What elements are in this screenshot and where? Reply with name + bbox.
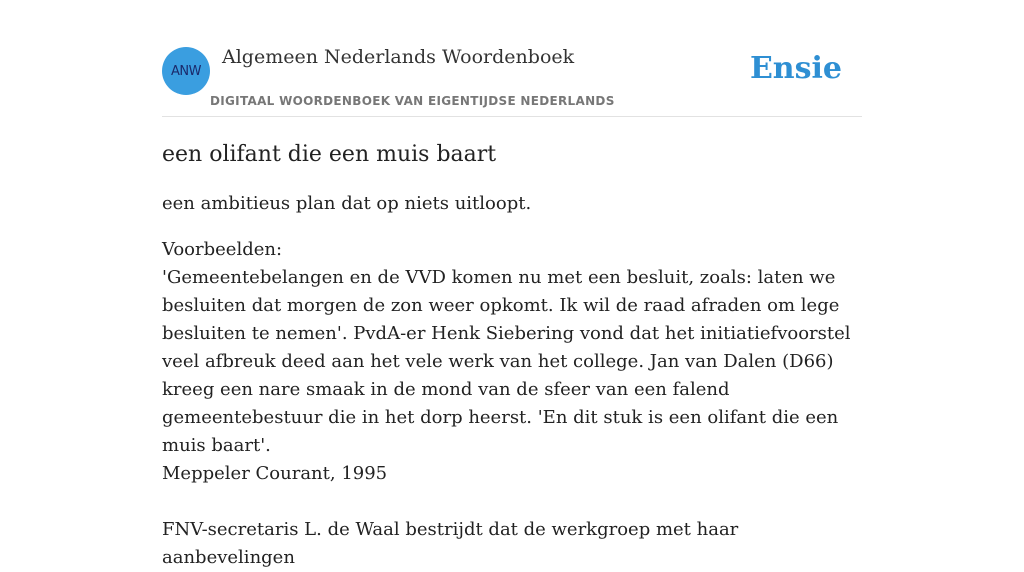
example-text: FNV-secretaris L. de Waal bestrijdt dat de werkgroep met haar aanbevelingen bbox=[162, 519, 739, 568]
logo-text: ANW bbox=[171, 63, 201, 79]
example-spacer bbox=[162, 488, 862, 516]
entry-term: een olifant die een muis baart bbox=[162, 142, 497, 167]
anw-logo[interactable] bbox=[162, 47, 210, 95]
site-header bbox=[162, 0, 862, 117]
example-text: 'Gemeentebelangen en de VVD komen nu met een besluit, zoals: laten we besluiten dat morgen de zon weer opkomt. Ik wil de raad afraden om lege besluiten te nemen'. PvdA-er Henk Siebering vond dat het initiatiefvoorstel veel afbreuk deed aan het vele werk van het college. Jan van Dalen (D66) kreeg een nare smaak in de mond van de sfeer van een falend gemeentebestuur die in het dorp heerst. 'En dit stuk is een olifant die een muis baart'. bbox=[162, 267, 851, 456]
site-subtitle: DIGITAAL WOORDENBOEK VAN EIGENTIJDSE NEDERLANDS bbox=[210, 94, 615, 108]
site-title[interactable]: Algemeen Nederlands Woordenboek bbox=[222, 46, 575, 68]
example-source: Meppeler Courant, 1995 bbox=[162, 463, 388, 484]
ensie-brand-link[interactable]: Ensie bbox=[749, 51, 842, 86]
entry-definition: een ambitieus plan dat op niets uitloopt. bbox=[162, 193, 532, 214]
examples-section bbox=[162, 236, 862, 572]
examples-label: Voorbeelden: bbox=[162, 239, 283, 260]
entry-content bbox=[162, 140, 862, 572]
